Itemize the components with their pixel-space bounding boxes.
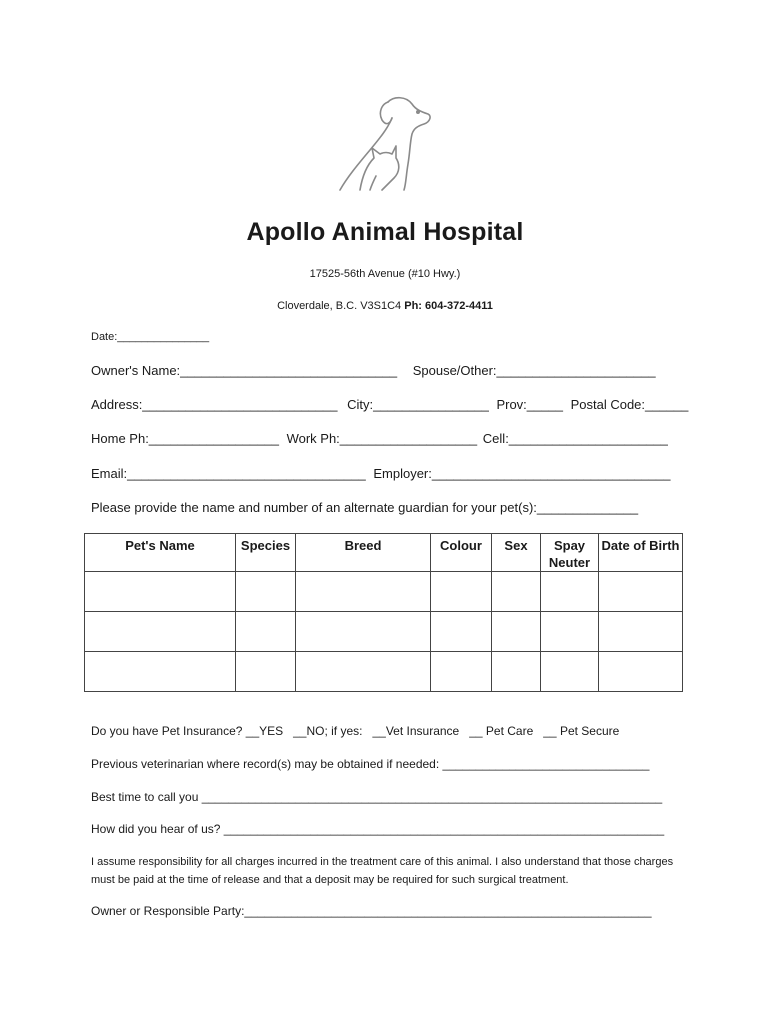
table-cell[interactable] [85,612,236,652]
table-cell[interactable] [492,612,541,652]
best-time-field[interactable]: Best time to call you _____________________________________________________________________ [91,790,663,804]
table-cell[interactable] [85,652,236,692]
email-row [91,466,670,481]
table-cell[interactable] [541,572,599,612]
col-colour: Colour [431,534,492,572]
address-row [91,397,688,412]
col-date-of-birth: Date of Birth [599,534,683,572]
table-cell[interactable] [296,572,431,612]
hospital-title: Apollo Animal Hospital [246,218,524,246]
table-cell[interactable] [431,652,492,692]
dog-and-cat-outline-logo-icon [330,92,440,202]
city-phone-line [0,300,770,312]
table-cell[interactable] [599,572,683,612]
col-breed: Breed [296,534,431,572]
work-phone-field[interactable]: Work Ph:___________________ [286,431,478,446]
table-cell[interactable] [541,652,599,692]
city-postal: Cloverdale, B.C. V3S1C4 [277,300,402,312]
table-cell[interactable] [85,572,236,612]
date-field[interactable]: Date:_______________ [91,331,210,343]
insurance-question[interactable]: Do you have Pet Insurance? __YES __NO; if yes: __Vet Insurance __ Pet Care __ Pet Secure [91,724,620,738]
table-cell[interactable] [236,652,296,692]
table-cell[interactable] [296,612,431,652]
col-species: Species [236,534,296,572]
postal-code-field[interactable]: Postal Code:______ [570,397,689,412]
table-cell[interactable] [599,612,683,652]
table-header-row [85,534,683,572]
employer-field[interactable]: Employer:_________________________________ [373,466,671,481]
owner-row [91,363,656,378]
cell-phone-field[interactable]: Cell:______________________ [482,431,668,446]
table-cell[interactable] [236,572,296,612]
owner-name-field[interactable]: Owner's Name:______________________________ [91,363,398,378]
table-row [85,572,683,612]
pets-table [84,533,683,692]
col-pets-name: Pet's Name [85,534,236,572]
street-address: 17525-56th Avenue (#10 Hwy.) [309,268,461,280]
table-cell[interactable] [492,652,541,692]
table-row [85,612,683,652]
table-cell[interactable] [541,612,599,652]
city-field[interactable]: City:________________ [347,397,489,412]
home-phone-field[interactable]: Home Ph:__________________ [91,431,279,446]
phone-row [91,431,668,446]
spouse-field[interactable]: Spouse/Other:______________________ [412,363,656,378]
alternate-guardian-field[interactable]: Please provide the name and number of an alternate guardian for your pet(s):______________ [91,500,639,515]
referral-source-field[interactable]: How did you hear of us? __________________________________________________________________ [91,822,665,836]
table-row [85,652,683,692]
email-field[interactable]: Email:_________________________________ [91,466,366,481]
table-cell[interactable] [492,572,541,612]
table-cell[interactable] [431,612,492,652]
owner-signature-field[interactable]: Owner or Responsible Party:_____________________________________________________________ [91,904,652,918]
prov-field[interactable]: Prov:_____ [496,397,563,412]
table-cell[interactable] [431,572,492,612]
table-cell[interactable] [236,612,296,652]
address-field[interactable]: Address:___________________________ [91,397,338,412]
table-cell[interactable] [599,652,683,692]
previous-vet-field[interactable]: Previous veterinarian where record(s) may be obtained if needed: _______________________________ [91,757,650,771]
responsibility-disclaimer: I assume responsibility for all charges incurred in the treatment care of this animal. I also understand that those charges must be paid at the time of release and that a deposit may be required for such surgical treatment. [91,856,674,886]
col-sex: Sex [492,534,541,572]
phone-number: Ph: 604-372-4411 [404,300,493,312]
col-spay-neuter: Spay Neuter [541,534,599,572]
table-cell[interactable] [296,652,431,692]
